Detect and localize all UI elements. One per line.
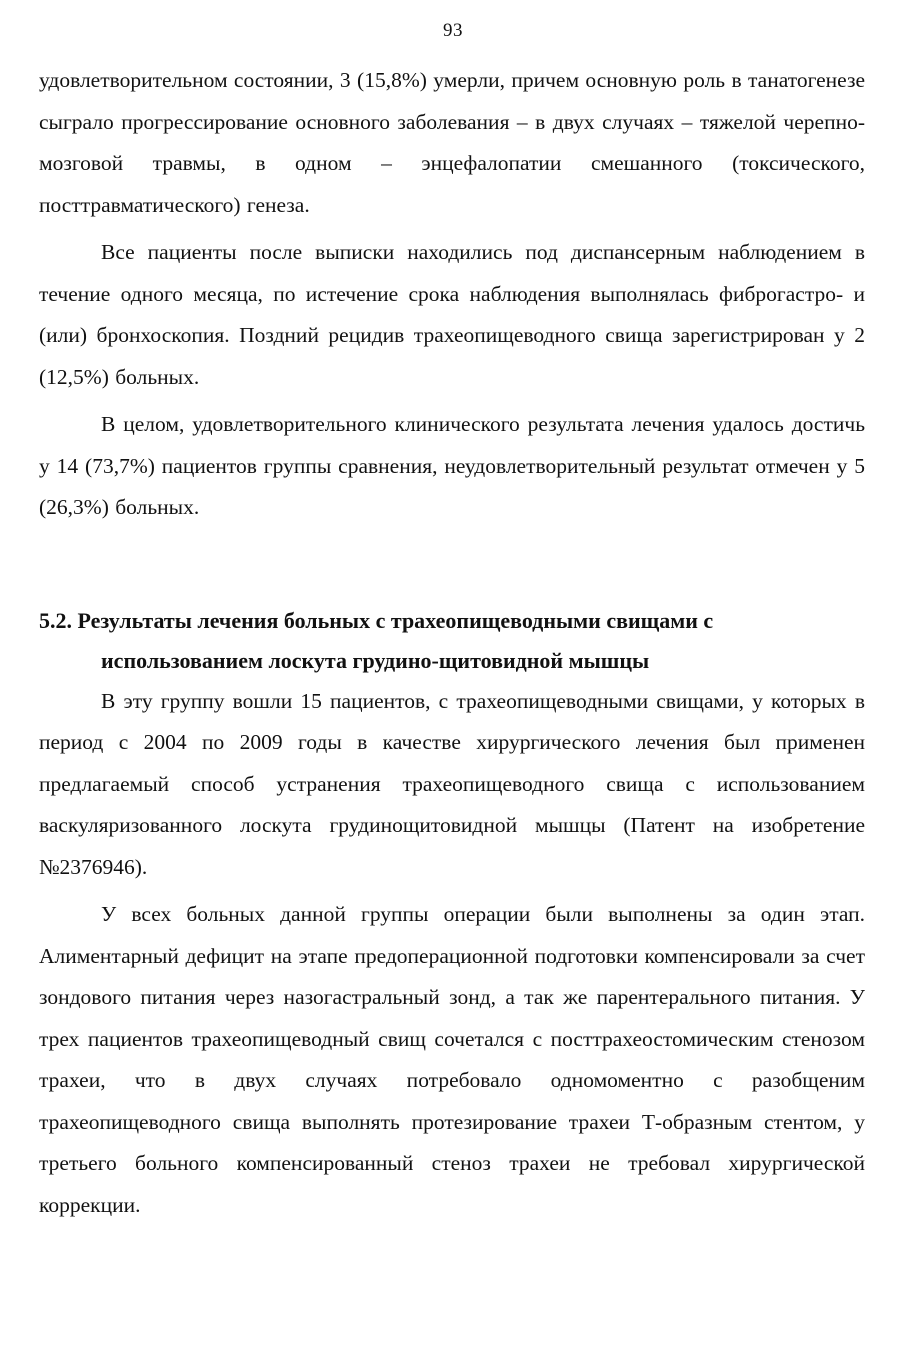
paragraph-2: Все пациенты после выписки находились под диспансерным наблюдением в течение одного месяца, по истечение срока наблюдения выполнялась фиброгастро- и (или) бронхоскопия. Поздний рецидив трахеопищеводного свища зарегистрирован у 2 (12,5%) больных. bbox=[39, 240, 865, 389]
page-number: 93 bbox=[443, 20, 463, 41]
paragraph-1: удовлетворительном состоянии, 3 (15,8%) умерли, причем основную роль в танатогенезе сыграло прогрессирование основного заболевания – в двух случаях – тяжелой черепно-мозговой травмы, в одном – энцефалопатии смешанного (токсического, посттравматического) генеза. bbox=[39, 68, 865, 217]
paragraph-4: В эту группу вошли 15 пациентов, с трахеопищеводными свищами, у которых в период с 2004 по 2009 годы в качестве хирургического лечения был применен предлагаемый способ устранения трахеопищеводного свища с использованием васкуляризованного лоскута грудинощитовидной мышцы (Патент на изобретение №2376946). bbox=[39, 688, 865, 879]
paragraph-3: В целом, удовлетворительного клинического результата лечения удалось достичь у 14 (73,7%) пациентов группы сравнения, неудовлетворительный результат отмечен у 5 (26,3%) больных. bbox=[39, 412, 865, 519]
paragraph-5: У всех больных данной группы операции были выполнены за один этап. Алиментарный дефицит на этапе предоперационной подготовки компенсировали за счет зондового питания через назогастральный зонд, а так же парентерального питания. У трех пациентов трахеопищеводный свищ сочетался с посттрахеостомическим стенозом трахеи, что в двух случаях потребовало одномоментно с разобщеним трахеопищеводного свища выполнять протезирование трахеи Т-образным стентом, у третьего больного компенсированный стеноз трахеи не требовал хирургической коррекции. bbox=[39, 902, 865, 1217]
page-body bbox=[39, 60, 865, 1226]
section-heading: 5.2. Результаты лечения больных с трахеопищеводными свищами с использованием лоскута грудино-щитовидной мышцы bbox=[39, 607, 714, 673]
